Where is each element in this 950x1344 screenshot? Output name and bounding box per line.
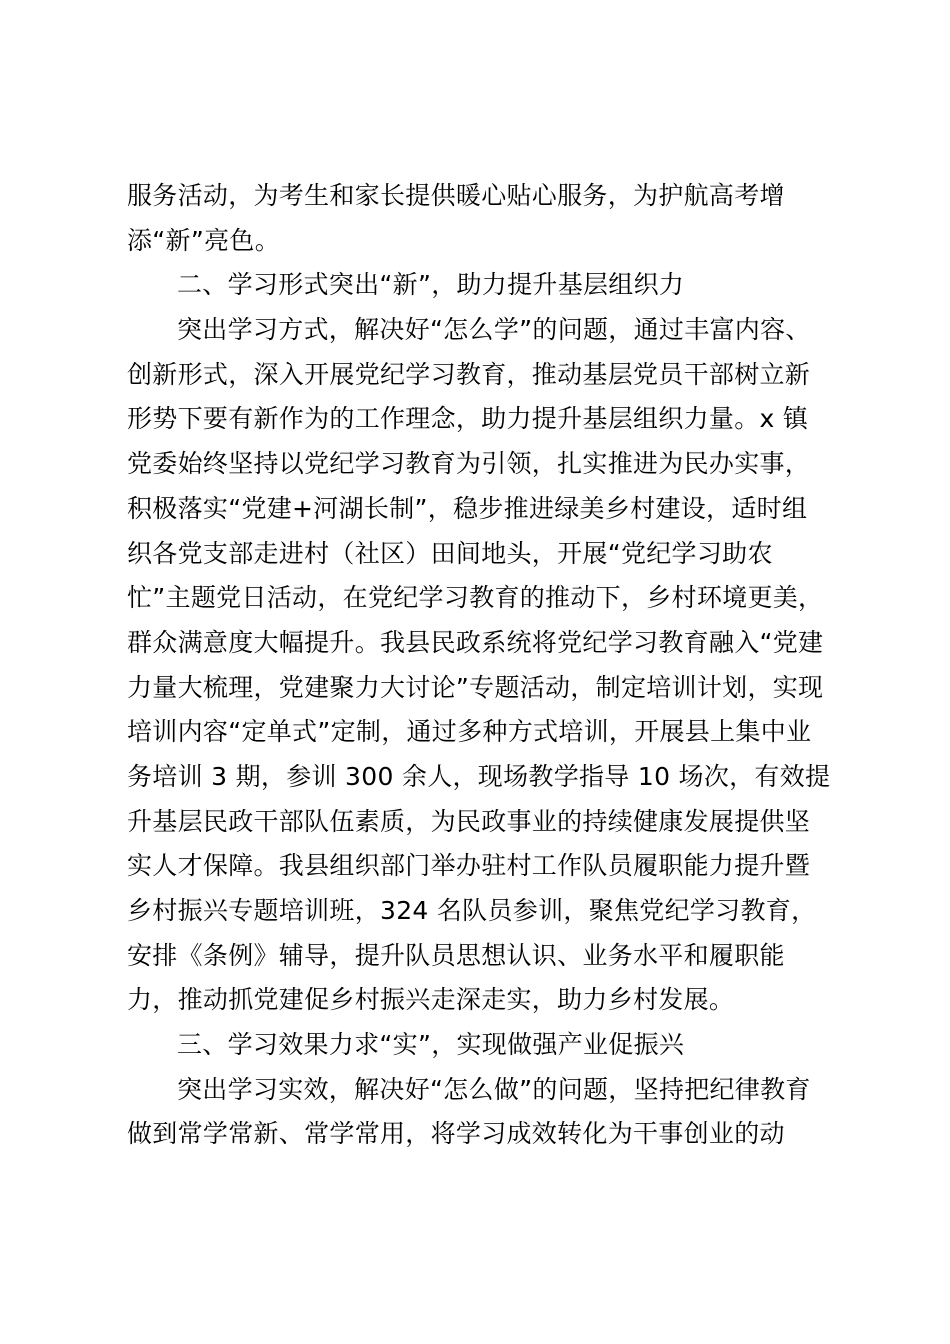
text-line: 忙”主题党日活动，在党纪学习教育的推动下，乡村环境更美，: [127, 583, 824, 613]
text-line: 添“新”亮色。: [127, 225, 281, 255]
text-line: 实人才保障。我县组织部门举办驻村工作队员履职能力提升暨: [127, 851, 811, 881]
text-line: 力量大梳理，党建聚力大讨论”专题活动，制定培训计划，实现: [127, 672, 824, 702]
paragraph-first-line: 突出学习方式，解决好“怎么学”的问题，通过丰富内容、: [177, 315, 811, 345]
text-line: 安排《条例》辅导，提升队员思想认识、业务水平和履职能: [127, 940, 785, 970]
section-heading: 二、学习形式突出“新”，助力提升基层组织力: [177, 270, 685, 300]
text-line: 乡村振兴专题培训班，324 名队员参训，聚焦党纪学习教育，: [127, 896, 817, 925]
section-heading: 三、学习效果力求“实”，实现做强产业促振兴: [177, 1030, 685, 1060]
text-line: 群众满意度大幅提升。我县民政系统将党纪学习教育融入“党建: [127, 627, 824, 657]
text-line: 培训内容“定单式”定制，通过多种方式培训，开展县上集中业: [127, 717, 812, 747]
text-line: 务培训 3 期，参训 300 余人，现场教学指导 10 场次，有效提: [127, 761, 831, 791]
text-line: 党委始终坚持以党纪学习教育为引领，扎实推进为民办实事，: [127, 449, 811, 479]
paragraph-first-line: 突出学习实效，解决好“怎么做”的问题，坚持把纪律教育: [177, 1074, 811, 1104]
text-line: 服务活动，为考生和家长提供暖心贴心服务，为护航高考增: [127, 181, 785, 210]
document-body: [127, 174, 833, 1157]
text-line: 创新形式，深入开展党纪学习教育，推动基层党员干部树立新: [127, 359, 811, 389]
text-line: 织各党支部走进村（社区）田间地头，开展“党纪学习助农: [127, 538, 773, 568]
text-line: 升基层民政干部队伍素质，为民政事业的持续健康发展提供坚: [127, 806, 811, 836]
text-line: 积极落实“党建+河湖长制”，稳步推进绿美乡村建设，适时组: [127, 493, 808, 523]
text-line: 形势下要有新作为的工作理念，助力提升基层组织力量。x 镇: [127, 404, 809, 434]
text-line: 做到常学常新、常学常用，将学习成效转化为干事创业的动: [127, 1119, 785, 1149]
text-line: 力，推动抓党建促乡村振兴走深走实，助力乡村发展。: [127, 985, 735, 1015]
